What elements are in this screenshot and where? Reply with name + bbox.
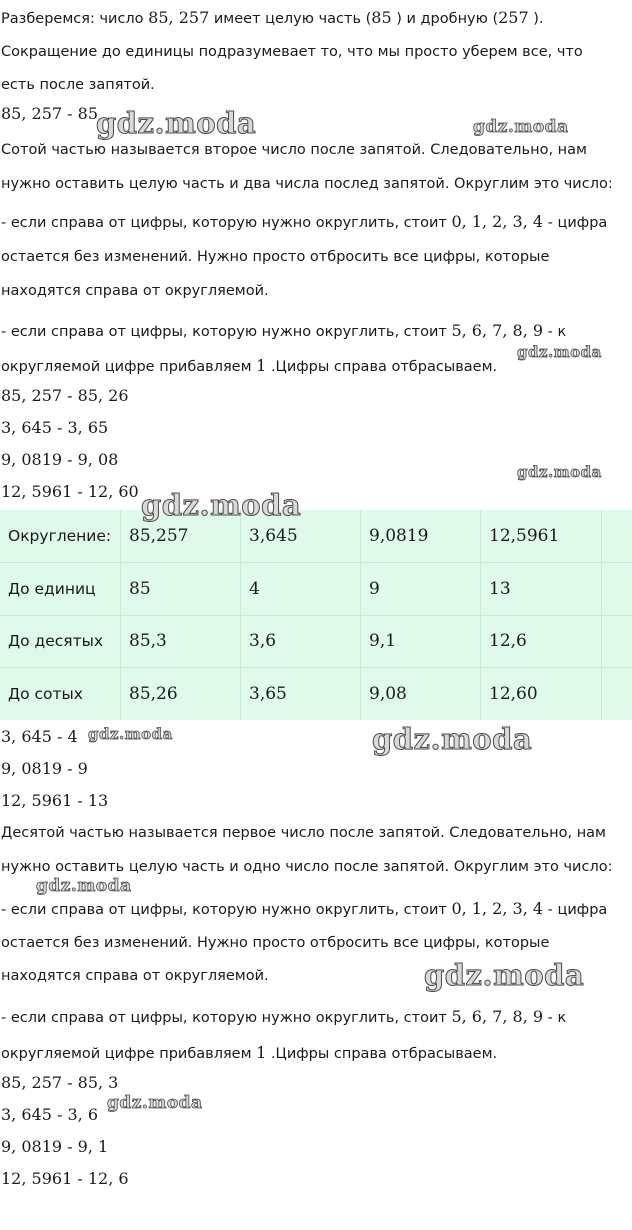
hundredths-rule-1-line-3: находятся справа от округляемой. [1,283,269,299]
text: .Цифры справа отбрасываем. [266,1046,498,1062]
rounding-table [0,510,632,720]
units-example: 12, 5961 - 13 [1,791,109,810]
table-cell: 85,26 [129,683,178,704]
text: - если справа от цифры, которую нужно округлить, стоит [1,902,452,918]
watermark-logo: gdz.moda [88,725,173,743]
table-cell: 85 [129,578,151,599]
tenths-para-2: нужно оставить целую часть и одно число после запятой. Округлим это число: [1,859,613,875]
math: 0, 1, 2, 3, 4 [451,212,544,231]
text: - к [543,324,567,340]
text: округляемой цифре прибавляем [1,1046,257,1062]
table-cell: 9,1 [369,631,397,651]
units-example: 9, 0819 - 9 [1,759,88,778]
math: 1 [256,1043,267,1062]
math: 0, 1, 2, 3, 4 [451,899,544,918]
table-cell: 85,3 [129,631,167,651]
intro-line-2: Сокращение до единицы подразумевает то, что мы просто уберем все, что [1,44,583,60]
hundredths-example: 12, 5961 - 12, 60 [1,482,139,501]
table-header-cell: Округление: [8,527,112,545]
text: имеет целую часть ( [209,11,372,27]
table-header-cell: 9,0819 [369,526,429,546]
hundredths-rule-1-line-1 [1,212,607,233]
table-cell: 3,65 [249,683,287,704]
hundredths-para-2: нужно оставить целую часть и два числа послед запятой. Округлим это число: [1,176,613,192]
table-cell: 3,6 [249,631,277,651]
tenths-rule-2-line-2 [1,1043,497,1064]
math: 85, 257 [148,8,210,27]
math: 85 [371,8,392,27]
watermark-logo: gdz.moda [36,876,132,896]
watermark-logo: gdz.moda [372,722,533,756]
table-row-label: До единиц [8,579,96,598]
text: - если справа от цифры, которую нужно округлить, стоит [1,1010,452,1026]
text: - если справа от цифры, которую нужно округлить, стоит [1,215,452,231]
table-header-cell: 12,5961 [489,526,560,546]
text: - к [543,1010,567,1026]
watermark-logo: gdz.moda [424,958,585,992]
text: - если справа от цифры, которую нужно округлить, стоит [1,324,452,340]
math: 5, 6, 7, 8, 9 [451,1007,544,1026]
table-cell: 9 [369,578,380,599]
math: 5, 6, 7, 8, 9 [451,321,544,340]
tenths-example: 12, 5961 - 12, 6 [1,1169,129,1188]
table-cell: 12,6 [489,631,527,651]
intro-example: 85, 257 - 85 [1,104,99,123]
intro-line-1 [1,8,544,29]
watermark-logo: gdz.moda [96,106,257,140]
tenths-rule-2-line-1 [1,1007,566,1028]
hundredths-example: 3, 645 - 3, 65 [1,418,109,437]
table-cell: 12,60 [489,683,538,704]
text: - цифра [543,215,608,231]
watermark-logo: gdz.moda [141,488,302,522]
tenths-example: 85, 257 - 85, 3 [1,1073,119,1092]
table-cell: 9,08 [369,683,407,704]
tenths-rule-1-line-1 [1,899,607,920]
text: Разберемся: число [1,11,149,27]
tenths-example: 9, 0819 - 9, 1 [1,1137,109,1156]
table-cell: 13 [489,578,511,599]
units-example: 3, 645 - 4 [1,727,78,746]
text: - цифра [543,902,608,918]
watermark-logo: gdz.moda [107,1093,203,1113]
hundredths-rule-2-line-1 [1,321,566,342]
hundredths-rule-1-line-2: остается без изменений. Нужно просто отбросить все цифры, которые [1,249,550,265]
intro-line-3: есть после запятой. [1,77,155,93]
table-row-label: До сотых [8,684,83,703]
text: .Цифры справа отбрасываем. [266,359,498,375]
tenths-rule-1-line-2: остается без изменений. Нужно просто отбросить все цифры, которые [1,935,550,951]
text: ) и дробную ( [391,11,499,27]
table-cell: 4 [249,578,260,599]
tenths-example: 3, 645 - 3, 6 [1,1105,98,1124]
text: ). [528,11,544,27]
math: 257 [498,8,529,27]
watermark-logo: gdz.moda [517,343,602,361]
hundredths-example: 9, 0819 - 9, 08 [1,450,119,469]
hundredths-example: 85, 257 - 85, 26 [1,386,129,405]
text: округляемой цифре прибавляем [1,359,257,375]
watermark-logo: gdz.moda [517,463,602,481]
math: 1 [256,356,267,375]
watermark-logo: gdz.moda [473,117,569,137]
table-header-cell: 3,645 [249,526,298,546]
table-row-label: До десятых [8,632,104,650]
table-header-cell: 85,257 [129,526,189,546]
hundredths-rule-2-line-2 [1,356,497,377]
tenths-rule-1-line-3: находятся справа от округляемой. [1,968,269,984]
tenths-para-1: Десятой частью называется первое число после запятой. Следовательно, нам [1,825,606,841]
hundredths-para-1: Сотой частью называется второе число после запятой. Следовательно, нам [1,142,587,158]
